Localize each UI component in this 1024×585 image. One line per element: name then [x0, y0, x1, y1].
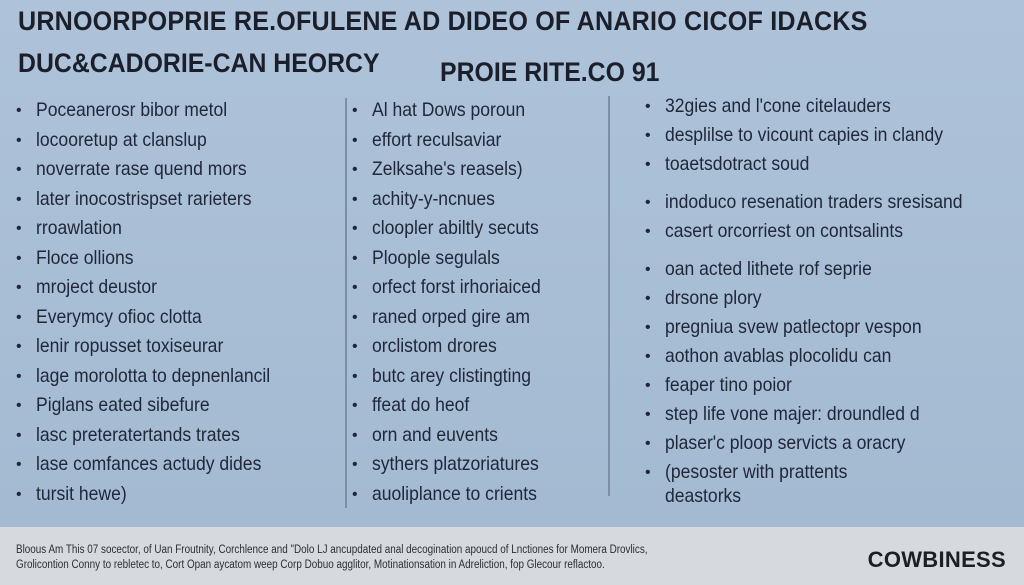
list-item	[16, 96, 296, 126]
list-item-text: noverrate rase quend mors	[36, 158, 247, 180]
bullet-icon: •	[352, 485, 358, 503]
list-item	[645, 217, 996, 246]
list-item-text: raned orped gire am	[372, 305, 531, 328]
list-item	[352, 244, 560, 274]
bullet-icon: •	[645, 290, 651, 307]
bullet-icon: •	[645, 98, 651, 115]
bullet-icon: •	[16, 249, 22, 267]
list-item	[645, 284, 996, 313]
list-item	[16, 332, 296, 362]
list-item	[645, 150, 996, 179]
bullet-icon: •	[645, 435, 651, 452]
page-subtitle: DUC&CADORIE-CAN HEORCY	[18, 48, 380, 78]
list-item-text: mroject deustor	[36, 276, 157, 298]
list-item	[645, 400, 996, 429]
list-item	[645, 342, 996, 371]
list-item	[645, 92, 996, 121]
list-item	[352, 421, 560, 451]
list-item-text: rroawlation	[36, 217, 122, 239]
list-item-text: lage morolotta to depnenlancil	[36, 364, 271, 387]
list-item-text: plaser'c ploop servicts a oracry	[665, 432, 906, 454]
list-item	[16, 126, 296, 156]
list-item	[16, 480, 296, 510]
list-item	[16, 185, 296, 215]
page-title: URNOORPOPRIE RE.OFULENE AD DIDEO OF ANARIO CICOF IDACKS	[18, 6, 868, 36]
bullet-icon: •	[352, 338, 358, 355]
list-item-text: Ploople segulals	[372, 246, 500, 269]
left-bullet-list	[16, 96, 296, 509]
list-item	[352, 185, 560, 215]
right-bullet-list	[645, 92, 996, 511]
list-item	[645, 188, 996, 217]
list-item-text: achity-y-ncnues	[372, 187, 495, 210]
list-item	[645, 371, 996, 400]
list-item	[352, 303, 560, 333]
list-item	[352, 126, 560, 156]
bullet-icon: •	[16, 456, 22, 473]
bullet-icon: •	[645, 194, 651, 211]
middle-column	[352, 96, 560, 509]
bullet-icon: •	[645, 464, 651, 481]
list-item	[645, 121, 996, 150]
bullet-icon: •	[645, 261, 651, 278]
list-item	[16, 244, 296, 274]
left-column	[16, 96, 296, 509]
list-item-text: 32gies and l'cone citelauders	[665, 95, 891, 117]
list-item-text: Poceanerosr bibor metol	[36, 99, 228, 121]
list-item-text: step life vone majer: droundled d	[665, 403, 920, 425]
list-item	[352, 332, 560, 362]
list-item-text: (pesoster with prattents	[665, 461, 848, 483]
bullet-icon: •	[645, 223, 651, 240]
list-item	[16, 362, 296, 392]
list-item	[352, 480, 560, 510]
list-item-text: deastorks	[665, 485, 742, 507]
bullet-icon: •	[352, 220, 358, 237]
list-item-text: oan acted lithete rof seprie	[665, 258, 872, 280]
bullet-icon: •	[16, 131, 22, 149]
column-divider	[345, 98, 347, 508]
bullet-icon: •	[16, 426, 22, 444]
middle-bullet-list	[352, 96, 560, 509]
list-item-text: Al hat Dows poroun	[372, 99, 526, 121]
list-item-text: drsone plory	[665, 287, 762, 309]
page-subtitle-right: PROIE RITE.CO 91	[440, 57, 660, 87]
list-item	[16, 155, 296, 185]
list-item-text: auoliplance to crients	[372, 482, 537, 505]
list-item	[16, 450, 296, 480]
list-item	[16, 273, 296, 303]
list-item-text: locooretup at clanslup	[36, 128, 207, 151]
bullet-icon: •	[352, 279, 358, 296]
list-item-text: orn and euvents	[372, 423, 498, 446]
column-divider	[608, 96, 610, 496]
list-item	[352, 96, 560, 126]
list-item	[352, 155, 560, 185]
list-item	[16, 421, 296, 451]
bullet-icon: •	[16, 308, 22, 326]
list-item-text: orfect forst irhoriaiced	[372, 276, 541, 298]
list-item	[645, 313, 996, 342]
bullet-icon: •	[352, 131, 358, 149]
list-item	[645, 458, 996, 482]
bullet-icon: •	[645, 406, 651, 423]
list-item-text: orclistom drores	[372, 335, 497, 357]
list-item	[352, 214, 560, 244]
bullet-icon: •	[645, 348, 651, 365]
list-item-text: casert orcorriest on contsalints	[665, 220, 904, 242]
bullet-icon: •	[352, 308, 358, 326]
list-item-text: ffeat do heof	[372, 394, 470, 416]
list-item-text: lenir ropusset toxiseurar	[36, 335, 224, 357]
list-item	[16, 214, 296, 244]
list-item-text: desplilse to vicount capies in clandy	[665, 124, 944, 146]
list-item-text: butc arey clistingting	[372, 364, 532, 387]
bullet-icon: •	[352, 190, 358, 208]
bullet-icon: •	[16, 485, 22, 503]
bullet-icon: •	[645, 319, 651, 336]
bullet-icon: •	[16, 397, 22, 414]
bullet-icon: •	[16, 338, 22, 355]
brand-logo-text: COWBINESS	[867, 547, 1006, 572]
bullet-icon: •	[16, 161, 22, 178]
list-item-text: Piglans eated sibefure	[36, 394, 210, 416]
footer-line: Bloous Am This 07 socector, of Uan Froutnity, Corchlence and "Dolo LJ ancupdated anal decogination apoucd of Lnctiones for Momera Drovlics,	[16, 544, 648, 556]
bullet-icon: •	[16, 190, 22, 208]
bullet-icon: •	[16, 220, 22, 237]
bullet-icon: •	[16, 102, 22, 119]
list-item	[16, 391, 296, 421]
list-item-text: lase comfances actudy dides	[36, 453, 262, 475]
bullet-icon: •	[645, 127, 651, 144]
list-item-text: Zelksahe's reasels)	[372, 158, 523, 180]
list-item	[645, 429, 996, 458]
list-item-text: later inocostrispset rarieters	[36, 187, 252, 210]
right-column	[645, 92, 996, 511]
footer-line: Grolicontion Conny to rebletec to, Cort Opan aycatom weep Corp Dobuo agglitor, Motinationsation in Adreliction, fop Glecour reflactoo.	[16, 559, 605, 571]
list-item-text: pregniua svew patlectopr vespon	[665, 316, 922, 338]
list-item-text: tursit hewe)	[36, 482, 127, 505]
bullet-icon: •	[352, 161, 358, 178]
list-item-text: aothon avablas plocolidu can	[665, 345, 892, 367]
footer-text	[16, 543, 648, 573]
footer-bar	[0, 527, 1024, 585]
list-item	[352, 391, 560, 421]
list-item	[352, 273, 560, 303]
bullet-icon: •	[352, 397, 358, 414]
list-item-text: feaper tino poior	[665, 374, 792, 396]
bullet-icon: •	[352, 102, 358, 119]
bullet-icon: •	[645, 377, 651, 394]
list-item-text: effort reculsaviar	[372, 128, 502, 151]
list-item-text: indoduco resenation traders sresisand	[665, 191, 963, 213]
list-item-text: toaetsdotract soud	[665, 153, 810, 175]
bullet-icon: •	[352, 456, 358, 473]
list-item	[645, 255, 996, 284]
bullet-icon: •	[16, 367, 22, 385]
list-item	[16, 303, 296, 333]
bullet-icon: •	[16, 279, 22, 296]
list-item-text: sythers platzoriatures	[372, 453, 539, 475]
list-item	[352, 450, 560, 480]
list-item-text: cloopler abiltly secuts	[372, 217, 539, 239]
bullet-icon: •	[352, 367, 358, 385]
list-item-text: Everymcy ofioc clotta	[36, 305, 202, 328]
list-item-text: lasc preteratertands trates	[36, 423, 240, 446]
bullet-icon: •	[352, 426, 358, 444]
list-item	[352, 362, 560, 392]
list-item-text: Floce ollions	[36, 246, 134, 269]
bullet-icon: •	[645, 156, 651, 173]
bullet-icon: •	[352, 249, 358, 267]
